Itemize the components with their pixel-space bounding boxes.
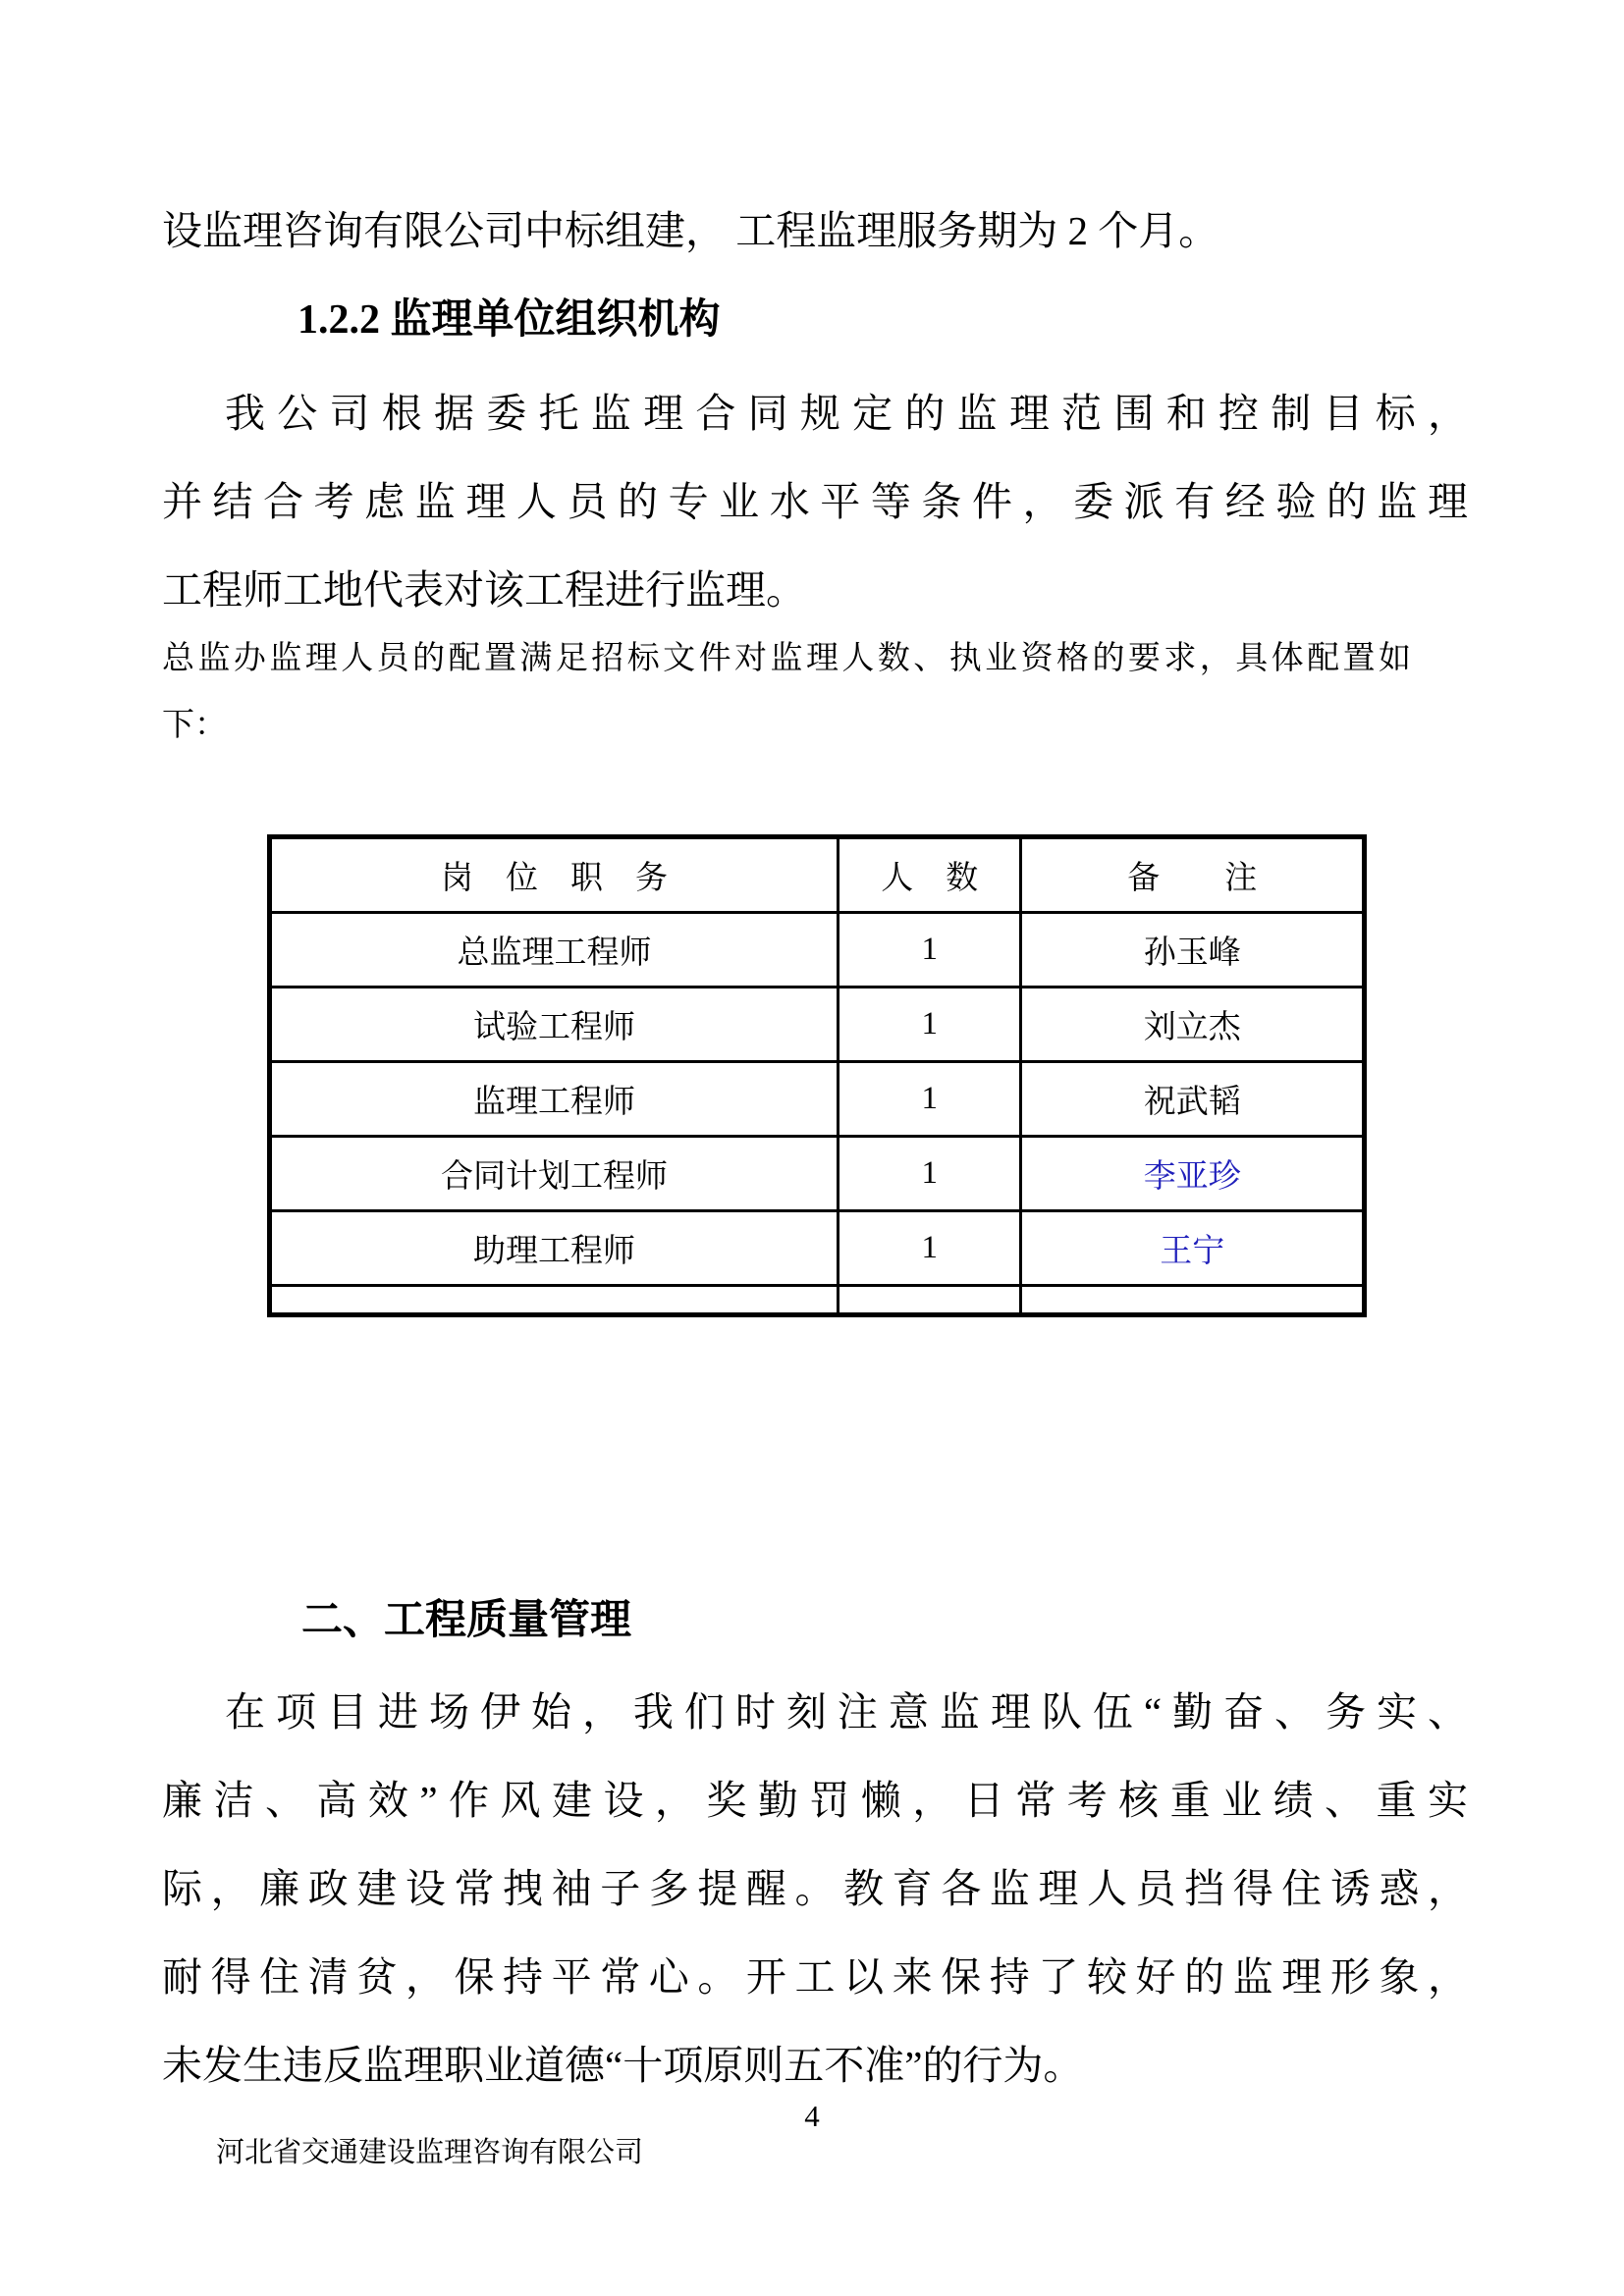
paragraph-line: 并结合考虑监理人员的专业水平等条件，委派有经验的监理 bbox=[162, 479, 1468, 524]
note-line: 总监办监理人员的配置满足招标文件对监理人数、执业资格的要求，具体配置如 bbox=[162, 641, 1411, 676]
cell-note: 王宁 bbox=[1019, 1212, 1362, 1284]
cell-count: 1 bbox=[837, 1138, 1019, 1209]
intro-paragraph-line: 设监理咨询有限公司中标组建， 工程监理服务期为 2 个月。 bbox=[162, 208, 1219, 253]
table-row bbox=[272, 1209, 1362, 1284]
footer-company-name: 河北省交通建设监理咨询有限公司 bbox=[216, 2137, 644, 2168]
cell-count: 1 bbox=[837, 988, 1019, 1060]
cell-position: 助理工程师 bbox=[472, 1234, 635, 1269]
cell-position: 试验工程师 bbox=[472, 1010, 635, 1045]
cell-count: 1 bbox=[837, 1212, 1019, 1284]
section-heading-122: 1.2.2 监理单位组织机构 bbox=[298, 297, 721, 343]
paragraph-line: 工程师工地代表对该工程进行监理。 bbox=[162, 567, 806, 613]
page-number: 4 bbox=[804, 2099, 820, 2133]
paragraph-line: 未发生违反监理职业道德“十项原则五不准”的行为。 bbox=[162, 2043, 1084, 2088]
cell-note bbox=[1019, 1287, 1362, 1312]
staff-table-header-row bbox=[272, 839, 1362, 911]
table-row bbox=[272, 911, 1362, 986]
table-row bbox=[272, 1135, 1362, 1209]
cell-count: 1 bbox=[837, 1063, 1019, 1135]
paragraph-line: 我公司根据委托监理合同规定的监理范围和控制目标， bbox=[225, 391, 1468, 436]
staff-table bbox=[267, 834, 1367, 1317]
cell-position: 总监理工程师 bbox=[457, 935, 652, 971]
header-note: 备 注 bbox=[1019, 839, 1362, 911]
paragraph-line: 耐得住清贫，保持平常心。开工以来保持了较好的监理形象， bbox=[162, 1954, 1468, 2000]
paragraph-line: 廉洁、高效”作风建设，奖勤罚懒，日常考核重业绩、重实 bbox=[162, 1778, 1468, 1823]
table-row bbox=[272, 1060, 1362, 1135]
cell-position bbox=[272, 1287, 837, 1312]
paragraph-line: 在项目进场伊始，我们时刻注意监理队伍“勤奋、务实、 bbox=[225, 1689, 1468, 1735]
table-row bbox=[272, 986, 1362, 1060]
cell-count bbox=[837, 1287, 1019, 1312]
table-row-empty bbox=[272, 1284, 1362, 1312]
cell-count: 1 bbox=[837, 914, 1019, 986]
cell-note: 祝武韬 bbox=[1019, 1063, 1362, 1135]
cell-note: 刘立杰 bbox=[1019, 988, 1362, 1060]
note-line: 下： bbox=[162, 708, 227, 743]
section-heading-quality: 二、工程质量管理 bbox=[301, 1598, 632, 1643]
cell-note: 孙玉峰 bbox=[1019, 914, 1362, 986]
paragraph-line: 际，廉政建设常拽袖子多提醒。教育各监理人员挡得住诱惑， bbox=[162, 1866, 1468, 1911]
cell-position: 合同计划工程师 bbox=[440, 1159, 668, 1195]
header-position: 岗 位 职 务 bbox=[440, 861, 668, 896]
header-count: 人 数 bbox=[837, 839, 1019, 911]
cell-position: 监理工程师 bbox=[472, 1085, 635, 1120]
cell-note: 李亚珍 bbox=[1019, 1138, 1362, 1209]
